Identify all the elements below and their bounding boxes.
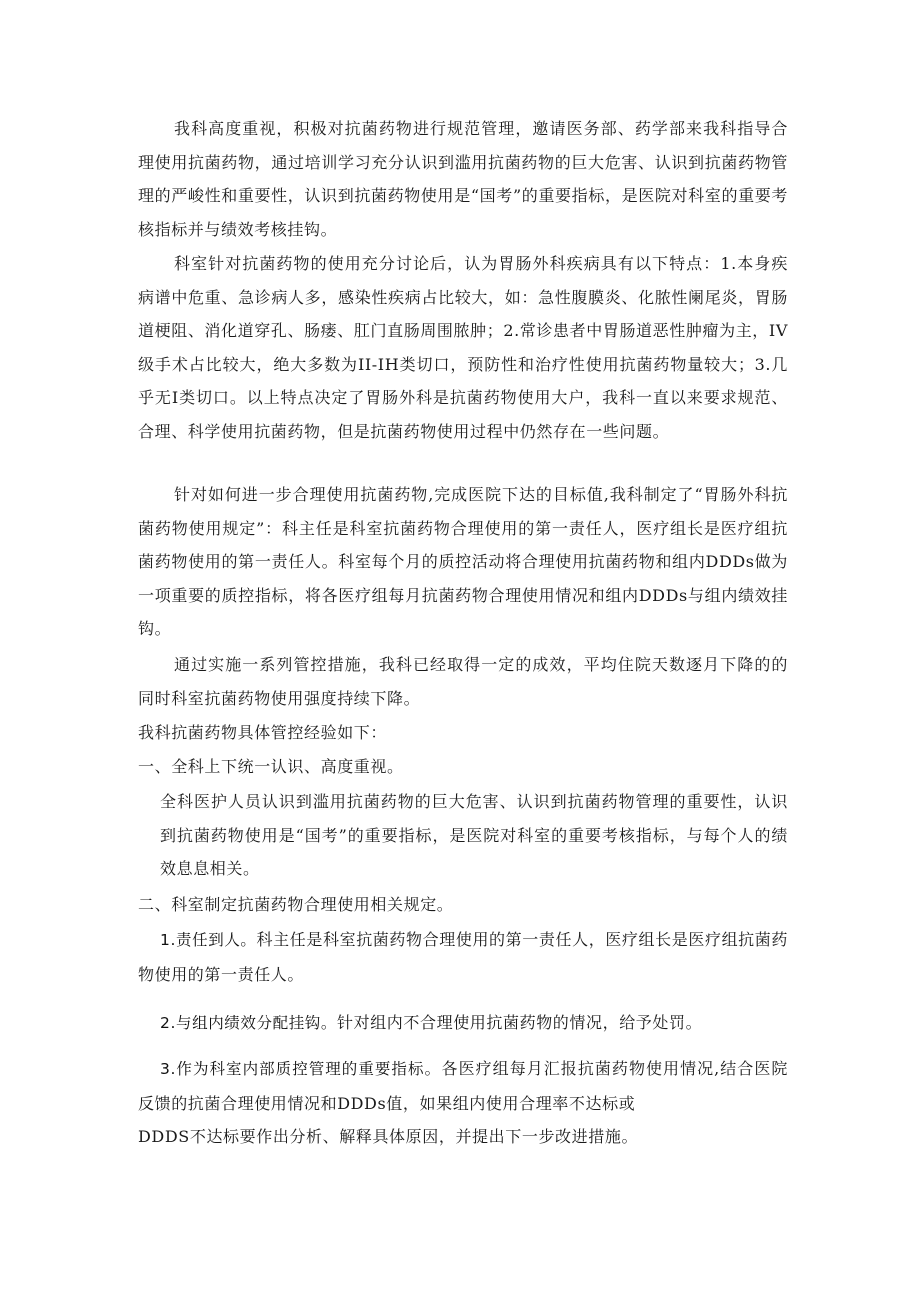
rule-item-2-lead: 2.与组内绩效分配挂钩。 bbox=[160, 1014, 337, 1032]
section-1-body: 全科医护人员认识到滥用抗菌药物的巨大危害、认识到抗菌药物管理的重要性，认识到抗菌药物使用是“国考”的重要指标，是医院对科室的重要考核指标，与每个人的绩效息息相关。 bbox=[160, 792, 788, 878]
rule-item-2 bbox=[138, 1006, 788, 1041]
rule-item-1 bbox=[138, 923, 788, 991]
paragraph-1: 我科高度重视，积极对抗菌药物进行规范管理，邀请医务部、药学部来我科指导合理使用抗菌药物，通过培训学习充分认识到滥用抗菌药物的巨大危害、认识到抗菌药物管理的严峻性和重要性，认识到抗菌药物使用是“国考”的重要指标，是医院对科室的重要考核指标并与绩效考核挂钩。 bbox=[138, 119, 788, 239]
section-2-heading: 二、科室制定抗菌药物合理使用相关规定。 bbox=[138, 895, 454, 914]
rule-item-3-lead: 3.作为科室内部质控管理的重要指标 bbox=[160, 1060, 425, 1078]
rule-item-1-text: 科主任是科室抗菌药物合理使用的第一责任人，医疗组长是医疗组抗菌药物使用的第一责任人。 bbox=[138, 930, 788, 984]
paragraph-3: 针对如何进一步合理使用抗菌药物,完成医院下达的目标值,我科制定了“胃肠外科抗菌药物使用规定”：科主任是科室抗菌药物合理使用的第一责任人，医疗组长是医疗组抗菌药物使用的第一责任人。科室每个月的质控活动将合理使用抗菌药物和组内DDDs做为一项重要的质控指标，将各医疗组每月抗菌药物合理使用情况和组内DDDs与组内绩效挂钩。 bbox=[138, 485, 788, 638]
rule-item-2-text: 针对组内不合理使用抗菌药物的情况，给予处罚。 bbox=[337, 1013, 703, 1032]
rule-item-3-text: 。各医疗组每月汇报抗菌药物使用情况,结合医院反馈的抗菌合理使用情况和DDDs值，如果组内使用合理率不达标或 bbox=[138, 1059, 788, 1113]
paragraph-4: 通过实施一系列管控措施，我科已经取得一定的成效，平均住院天数逐月下降的的同时科室抗菌药物使用强度持续下降。 bbox=[138, 655, 788, 708]
rule-item-3-continuation: DDDS不达标要作出分析、解释具体原因，并提出下一步改进措施。 bbox=[138, 1127, 639, 1146]
paragraph-2: 科室针对抗菌药物的使用充分讨论后，认为胃肠外科疾病具有以下特点：1.本身疾病谱中危重、急诊病人多，感染性疾病占比较大，如：急性腹膜炎、化脓性阑尾炎，胃肠道梗阻、消化道穿孔、肠瘘、肛门直肠周围脓肿；2.常诊患者中胃肠道恶性肿瘤为主，IV级手术占比较大，绝大多数为II-IH类切口，预防性和治疗性使用抗菌药物量较大；3.几乎无I类切口。以上特点决定了胃肠外科是抗菌药物使用大户，我科一直以来要求规范、合理、科学使用抗菌药物，但是抗菌药物使用过程中仍然存在一些问题。 bbox=[138, 254, 788, 441]
rule-item-1-lead: 1.责任到人。 bbox=[160, 931, 257, 949]
rule-item-3 bbox=[138, 1052, 788, 1120]
experience-intro: 我科抗菌药物具体管控经验如下： bbox=[138, 723, 388, 742]
section-1-heading: 一、全科上下统一认识、高度重视。 bbox=[138, 757, 404, 776]
